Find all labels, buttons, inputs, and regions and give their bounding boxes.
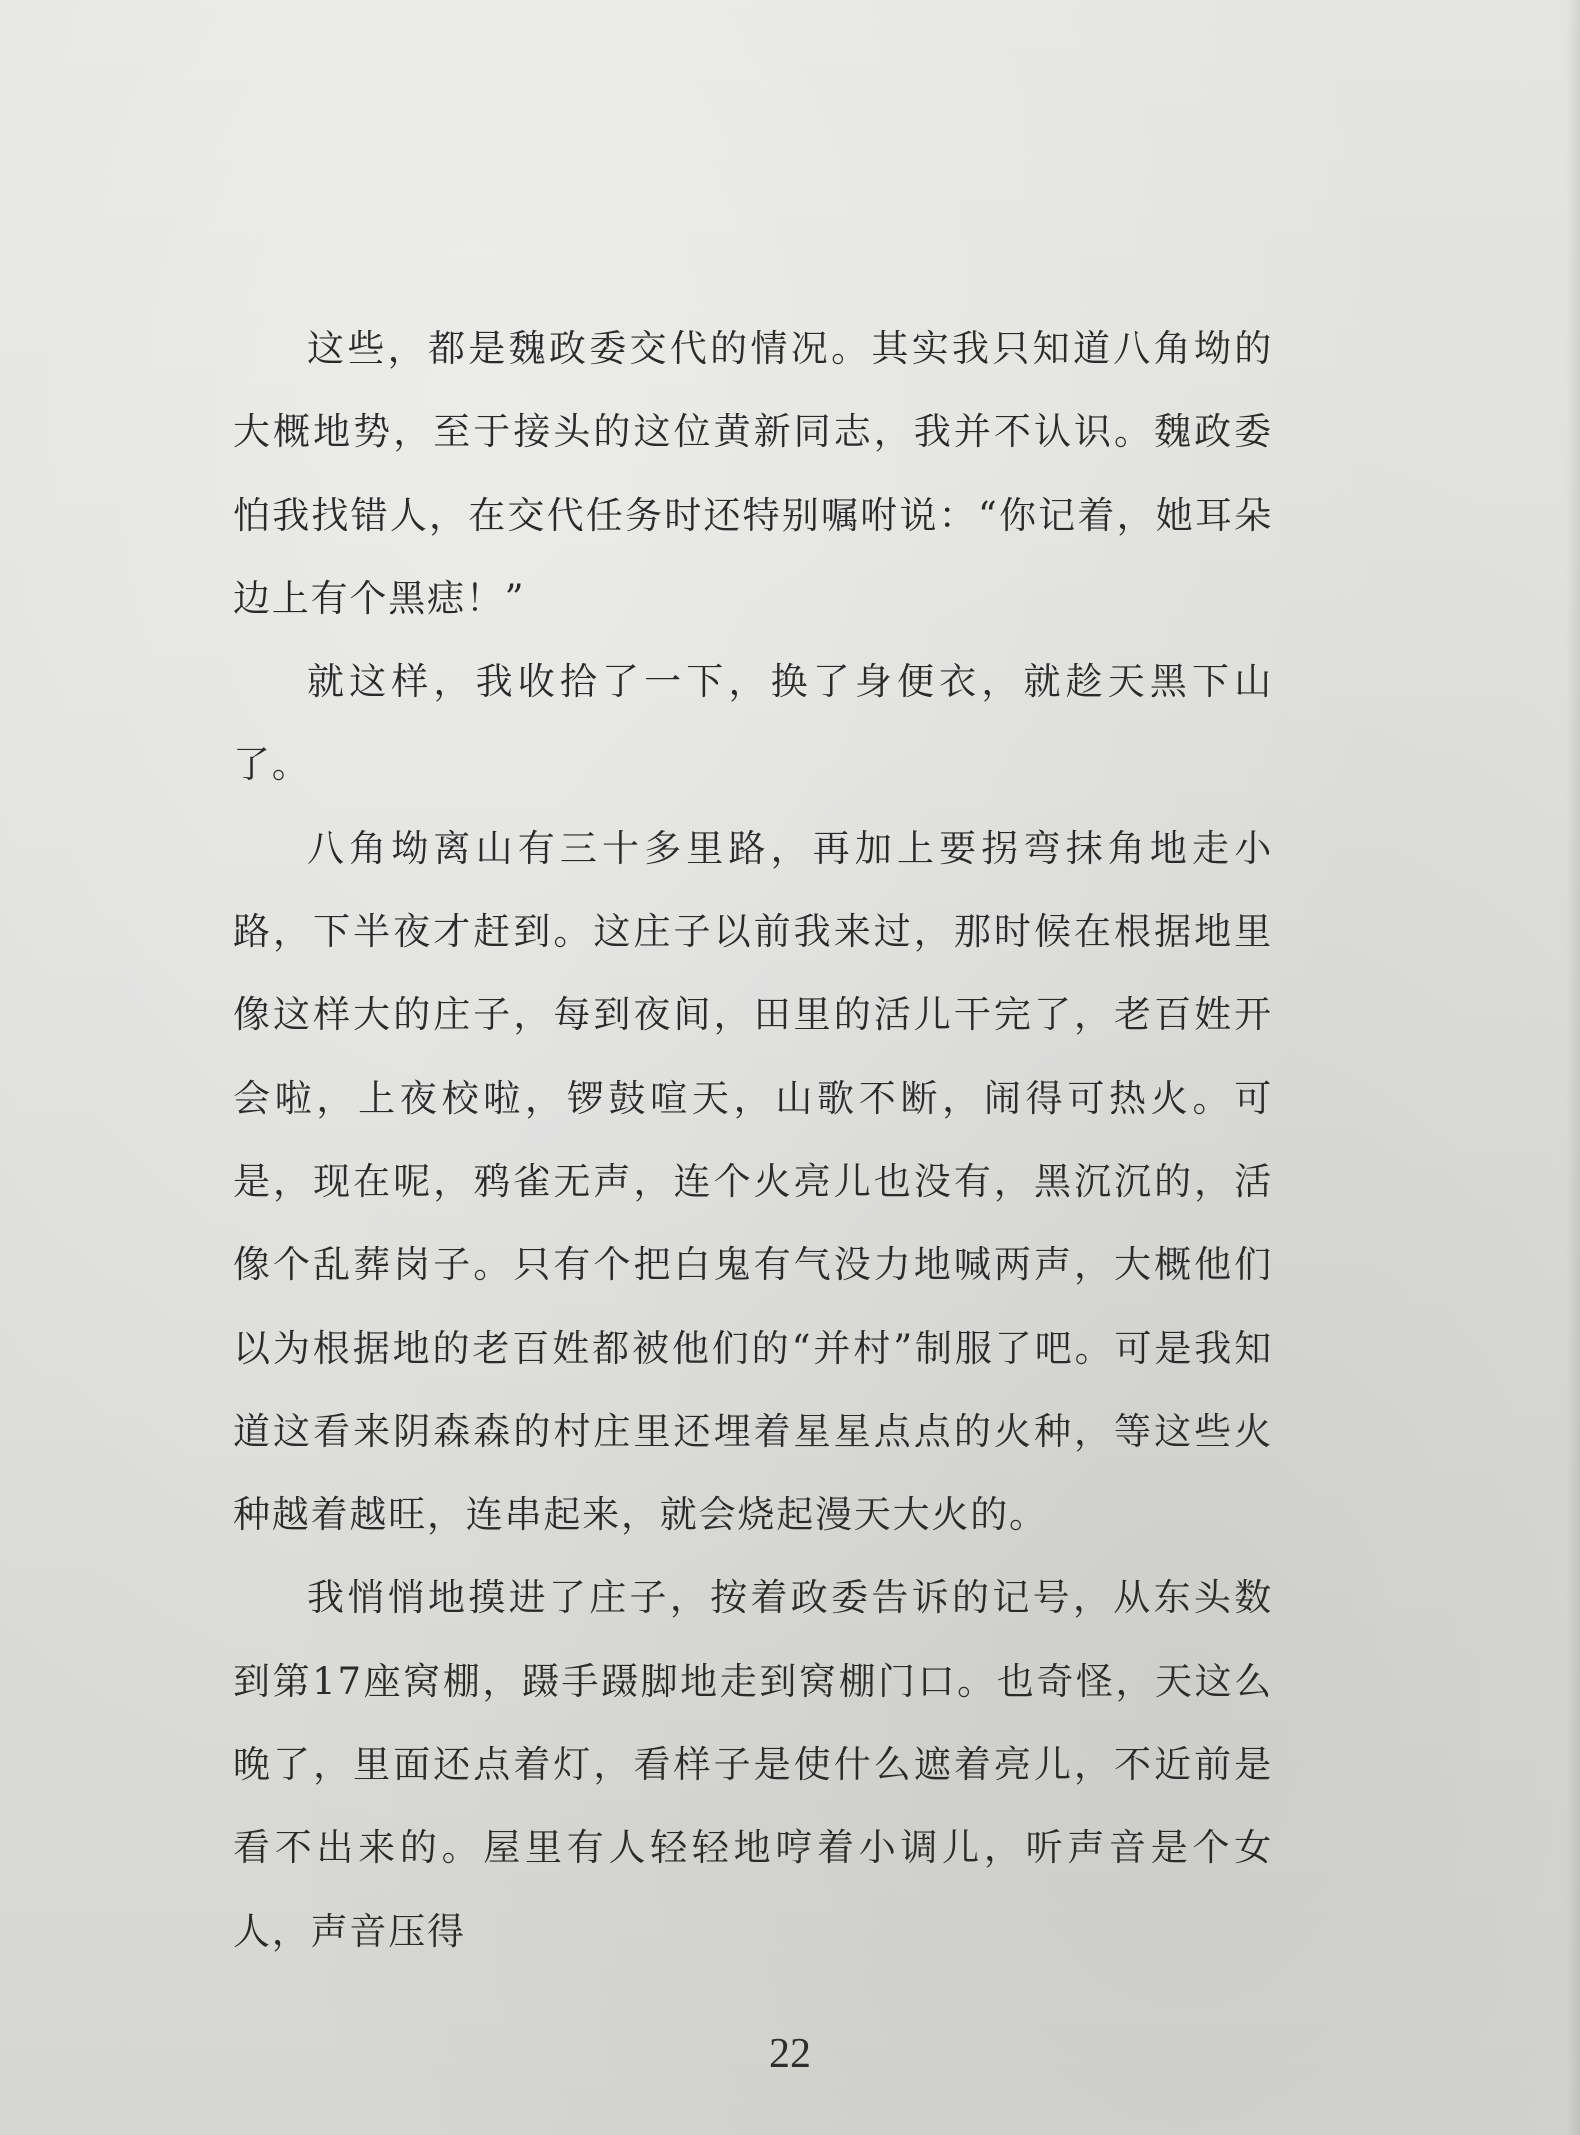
paragraph-4: 我悄悄地摸进了庄子，按着政委告诉的记号，从东头数到第17座窝棚，蹑手蹑脚地走到窝棚门口。也奇怪，天这么晚了，里面还点着灯，看样子是使什么遮着亮儿，不近前是看不出来的。屋里有人轻轻地哼着小调儿，听声音是个女人，声音压得: [233, 1576, 1273, 1953]
page-number: 22: [769, 2031, 811, 2077]
paragraph-1: 这些，都是魏政委交代的情况。其实我只知道八角坳的大概地势，至于接头的这位黄新同志，我并不认识。魏政委怕我找错人，在交代任务时还特别嘱咐说：“你记着，她耳朵边上有个黑痣！”: [233, 327, 1273, 620]
paragraph-3: 八角坳离山有三十多里路，再加上要拐弯抹角地走小路，下半夜才赶到。这庄子以前我来过，那时候在根据地里像这样大的庄子，每到夜间，田里的活儿干完了，老百姓开会啦，上夜校啦，锣鼓喧天，山歌不断，闹得可热火。可是，现在呢，鸦雀无声，连个火亮儿也没有，黑沉沉的，活像个乱葬岗子。只有个把白鬼有气没力地喊两声，大概他们以为根据地的老百姓都被他们的“并村”制服了吧。可是我知道这看来阴森森的村庄里还埋着星星点点的火种，等这些火种越着越旺，连串起来，就会烧起漫天大火的。: [233, 826, 1273, 1537]
paragraph-2: 就这样，我收拾了一下，换了身便衣，就趁天黑下山了。: [233, 660, 1273, 787]
body-text: [233, 307, 1273, 1973]
